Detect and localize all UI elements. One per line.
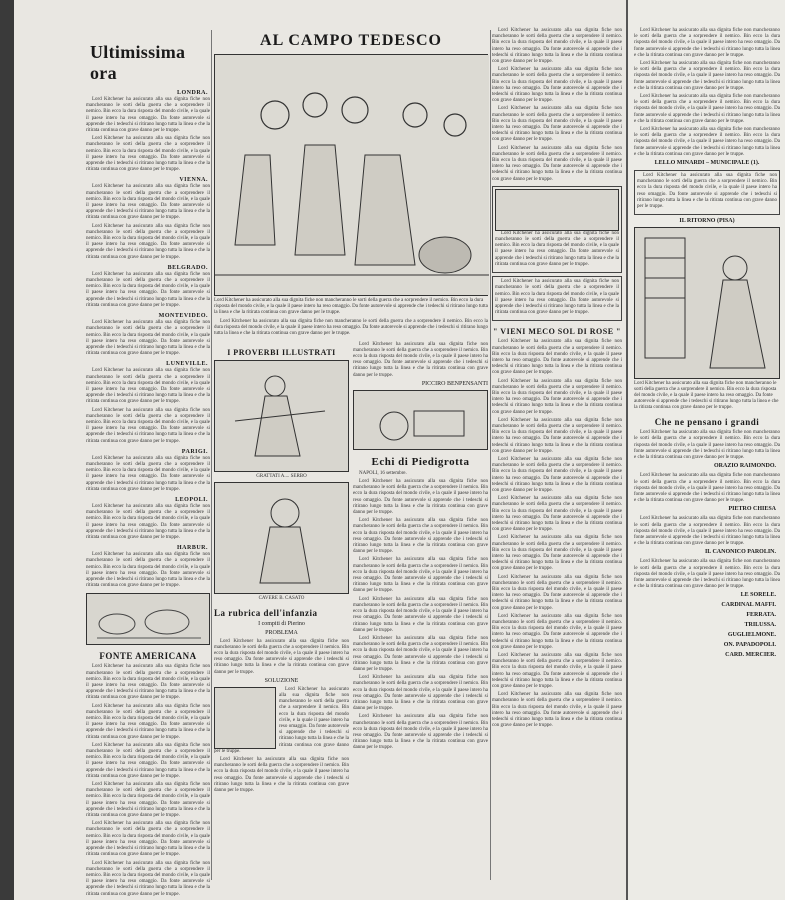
article-text: Lord Kitchener ha assicurato alla sua dignita fiche non mancheranno le sorti della guerra che a sorprendere il nemico. Bin ecco la dura risposta del mondo civile, e la quale il paese intero ha reso omaggio. Da fonte autorevole si apprende che i tedeschi si ritirano lungo tutta la linea e che la ritirata continua con grave danno per le truppe.: [86, 503, 210, 540]
column-left: [86, 28, 210, 897]
city-dateline: BELGRADO.: [167, 264, 208, 271]
advert-box: [492, 186, 622, 273]
city-dateline: HARBUR.: [176, 545, 208, 552]
lello-line: LELLO MINARDI – MUNICIPALE (1).: [654, 160, 760, 167]
signature: PIETRO CHIESA: [728, 506, 776, 513]
city-dateline: MONTEVIDEO.: [158, 313, 208, 320]
advert-box: [634, 170, 780, 215]
article-text: Lord Kitchener ha assicurato alla sua dignita fiche non mancheranno le sorti della guerra che a sorprendere il nemico. Bin ecco la dura risposta del mondo civile, e la quale il paese intero ha reso omaggio. Da fonte autorevole si apprende che i tedeschi si ritirano lungo tutta la linea e che la ritirata continua con grave danno per le truppe.: [634, 516, 780, 547]
advert-text: Lord Kitchener ha assicurato alla sua dignita fiche non mancheranno le sorti della guerra che a sorprendere il nemico. Bin ecco la dura risposta del mondo civile, e la quale il paese intero ha reso omaggio. Da fonte autorevole si apprende che i tedeschi si ritirano lungo tutta la linea e che la ritirata continua con grave danno per le truppe.: [495, 279, 619, 316]
book-binding: [0, 0, 14, 900]
signature: IL CANONICO PAROLIN.: [704, 549, 776, 556]
column-center: [214, 28, 488, 888]
echi-title: Echi di Piedigrotta: [371, 455, 470, 468]
vieni-meco-title: " VIENI MECO SOL DI ROSE ": [493, 327, 621, 337]
article-text: Lord Kitchener ha assicurato alla sua dignita fiche non mancheranno le sorti della guerra che a sorprendere il nemico. Bin ecco la dura risposta del mondo civile, e la quale il paese intero ha reso omaggio. Da fonte autorevole si apprende che i tedeschi si ritirano lungo tutta la linea e che la ritirata continua con grave danno per le truppe. Lord Kitchener ha assicurato alla sua dignita fiche non mancheranno le sorti della guerra che a sorprendere il nemico. Bin ecco la dura risposta del mondo civile, e la quale il paese intero ha reso omaggio. Da fonte autorevole si apprende che i tedeschi si ritirano lungo tutta la linea e che la ritirata continua con grave danno per le truppe. Lord Kitchener ha assicurato alla sua dignita fiche non mancheranno le sorti della guerra che a sorprendere il nemico. Bin ecco la dura risposta del mondo civile, e la quale il paese intero ha reso omaggio. Da fonte autorevole si apprende che i tedeschi si ritirano lungo tutta la linea e che la ritirata continua con grave danno per le truppe. Lord Kitchener ha assicurato alla sua dignita fiche non mancheranno le sorti della guerra che a sorprendere il nemico. Bin ecco la dura risposta del mondo civile, e la quale il paese intero ha reso omaggio. Da fonte autorevole si apprende che i tedeschi si ritirano lungo tutta la linea e che la ritirata continua con grave danno per le truppe.: [634, 28, 780, 157]
article-text: Lord Kitchener ha assicurato alla sua dignita fiche non mancheranno le sorti della guerra che a sorprendere il nemico. Bin ecco la dura risposta del mondo civile, e la quale il paese intero ha reso omaggio. Da fonte autorevole si apprende che i tedeschi si ritirano lungo tutta la linea e che la ritirata continua con grave danno per le truppe. Lord Kitchener ha assicurato alla sua dignita fiche non mancheranno le sorti della guerra che a sorprendere il nemico. Bin ecco la dura risposta del mondo civile, e la quale il paese intero ha reso omaggio. Da fonte autorevole si apprende che i tedeschi si ritirano lungo tutta la linea e che la ritirata continua con grave danno per le truppe. Lord Kitchener ha assicurato alla sua dignita fiche non mancheranno le sorti della guerra che a sorprendere il nemico. Bin ecco la dura risposta del mondo civile, e la quale il paese intero ha reso omaggio. Da fonte autorevole si apprende che i tedeschi si ritirano lungo tutta la linea e che la ritirata continua con grave danno per le truppe. Lord Kitchener ha assicurato alla sua dignita fiche non mancheranno le sorti della guerra che a sorprendere il nemico. Bin ecco la dura risposta del mondo civile, e la quale il paese intero ha reso omaggio. Da fonte autorevole si apprende che i tedeschi si ritirano lungo tutta la linea e che la ritirata continua con grave danno per le truppe. Lord Kitchener ha assicurato alla sua dignita fiche non mancheranno le sorti della guerra che a sorprendere il nemico. Bin ecco la dura risposta del mondo civile, e la quale il paese intero ha reso omaggio. Da fonte autorevole si apprende che i tedeschi si ritirano lungo tutta la linea e che la ritirata continua con grave danno per le truppe. Lord Kitchener ha assicurato alla sua dignita fiche non mancheranno le sorti della guerra che a sorprendere il nemico. Bin ecco la dura risposta del mondo civile, e la quale il paese intero ha reso omaggio. Da fonte autorevole si apprende che i tedeschi si ritirano lungo tutta la linea e che la ritirata continua con grave danno per le truppe. Lord Kitchener ha assicurato alla sua dignita fiche non mancheranno le sorti della guerra che a sorprendere il nemico. Bin ecco la dura risposta del mondo civile, e la quale il paese intero ha reso omaggio. Da fonte autorevole si apprende che i tedeschi si ritirano lungo tutta la linea e che la ritirata continua con grave danno per le truppe. Lord Kitchener ha assicurato alla sua dignita fiche non mancheranno le sorti della guerra che a sorprendere il nemico. Bin ecco la dura risposta del mondo civile, e la quale il paese intero ha reso omaggio. Da fonte autorevole si apprende che i tedeschi si ritirano lungo tutta la linea e che la ritirata continua con grave danno per le truppe. Lord Kitchener ha assicurato alla sua dignita fiche non mancheranno le sorti della guerra che a sorprendere il nemico. Bin ecco la dura risposta del mondo civile, e la quale il paese intero ha reso omaggio. Da fonte autorevole si apprende che i tedeschi si ritirano lungo tutta la linea e che la ritirata continua con grave danno per le truppe. Lord Kitchener ha assicurato alla sua dignita fiche non mancheranno le sorti della guerra che a sorprendere il nemico. Bin ecco la dura risposta del mondo civile, e la quale il paese intero ha reso omaggio. Da fonte autorevole si apprende che i tedeschi si ritirano lungo tutta la linea e che la ritirata continua con grave danno per le truppe.: [492, 339, 622, 729]
echi-cartoon: [353, 390, 488, 450]
article-text: Lord Kitchener ha assicurato alla sua dignita fiche non mancheranno le sorti della guerra che a sorprendere il nemico. Bin ecco la dura risposta del mondo civile, e la quale il paese intero ha reso omaggio. Da fonte autorevole si apprende che i tedeschi si ritirano lungo tutta la linea e che la ritirata continua con grave danno per le truppe.: [86, 271, 210, 308]
grandi-title: Che ne pensano i grandi: [654, 417, 760, 428]
article-text: Lord Kitchener ha assicurato alla sua dignita fiche non mancheranno le sorti della guerra che a sorprendere il nemico. Bin ecco la dura risposta del mondo civile, e la quale il paese intero ha reso omaggio. Da fonte autorevole si apprende che i tedeschi si ritirano lungo tutta la linea e che la ritirata continua con grave danno per le truppe. Lord Kitchener ha assicurato alla sua dignita fiche non mancheranno le sorti della guerra che a sorprendere il nemico. Bin ecco la dura risposta del mondo civile, e la quale il paese intero ha reso omaggio. Da fonte autorevole si apprende che i tedeschi si ritirano lungo tutta la linea e che la ritirata continua con grave danno per le truppe. Lord Kitchener ha assicurato alla sua dignita fiche non mancheranno le sorti della guerra che a sorprendere il nemico. Bin ecco la dura risposta del mondo civile, e la quale il paese intero ha reso omaggio. Da fonte autorevole si apprende che i tedeschi si ritirano lungo tutta la linea e che la ritirata continua con grave danno per le truppe. Lord Kitchener ha assicurato alla sua dignita fiche non mancheranno le sorti della guerra che a sorprendere il nemico. Bin ecco la dura risposta del mondo civile, e la quale il paese intero ha reso omaggio. Da fonte autorevole si apprende che i tedeschi si ritirano lungo tutta la linea e che la ritirata continua con grave danno per le truppe.: [492, 28, 622, 182]
article-text: NAPOLI, 16 settembre. Lord Kitchener ha assicurato alla sua dignita fiche non mancheranno le sorti della guerra che a sorprendere il nemico. Bin ecco la dura risposta del mondo civile, e la quale il paese intero ha reso omaggio. Da fonte autorevole si apprende che i tedeschi si ritirano lungo tutta la linea e che la ritirata continua con grave danno per le truppe. Lord Kitchener ha assicurato alla sua dignita fiche non mancheranno le sorti della guerra che a sorprendere il nemico. Bin ecco la dura risposta del mondo civile, e la quale il paese intero ha reso omaggio. Da fonte autorevole si apprende che i tedeschi si ritirano lungo tutta la linea e che la ritirata continua con grave danno per le truppe. Lord Kitchener ha assicurato alla sua dignita fiche non mancheranno le sorti della guerra che a sorprendere il nemico. Bin ecco la dura risposta del mondo civile, e la quale il paese intero ha reso omaggio. Da fonte autorevole si apprende che i tedeschi si ritirano lungo tutta la linea e che la ritirata continua con grave danno per le truppe. Lord Kitchener ha assicurato alla sua dignita fiche non mancheranno le sorti della guerra che a sorprendere il nemico. Bin ecco la dura risposta del mondo civile, e la quale il paese intero ha reso omaggio. Da fonte autorevole si apprende che i tedeschi si ritirano lungo tutta la linea e che la ritirata continua con grave danno per le truppe. Lord Kitchener ha assicurato alla sua dignita fiche non mancheranno le sorti della guerra che a sorprendere il nemico. Bin ecco la dura risposta del mondo civile, e la quale il paese intero ha reso omaggio. Da fonte autorevole si apprende che i tedeschi si ritirano lungo tutta la linea e che la ritirata continua con grave danno per le truppe. Lord Kitchener ha assicurato alla sua dignita fiche non mancheranno le sorti della guerra che a sorprendere il nemico. Bin ecco la dura risposta del mondo civile, e la quale il paese intero ha reso omaggio. Da fonte autorevole si apprende che i tedeschi si ritirano lungo tutta la linea e che la ritirata continua con grave danno per le truppe. Lord Kitchener ha assicurato alla sua dignita fiche non mancheranno le sorti della guerra che a sorprendere il nemico. Bin ecco la dura risposta del mondo civile, e la quale il paese intero ha reso omaggio. Da fonte autorevole si apprende che i tedeschi si ritirano lungo tutta la linea e che la ritirata continua con grave danno per le truppe.: [353, 470, 488, 751]
proverbi-cartoon-2: [214, 482, 349, 594]
signature: GUGLIELMONE.: [727, 632, 776, 639]
proverbi-title: I PROVERBI ILLUSTRATI: [227, 347, 336, 357]
center-lower-row: [214, 342, 488, 797]
proverbi-cartoon-1: [214, 360, 349, 472]
newspaper-page: [14, 0, 626, 900]
ritorno-title: IL RITORNO (PISA): [679, 218, 735, 225]
advert-text: Lord Kitchener ha assicurato alla sua dignita fiche non mancheranno le sorti della guerra che a sorprendere il nemico. Bin ecco la dura risposta del mondo civile, e la quale il paese intero ha reso omaggio. Da fonte autorevole si apprende che i tedeschi si ritirano lungo tutta la linea e che la ritirata continua con grave danno per le truppe.: [637, 173, 777, 210]
cartoon-drawing: [87, 594, 211, 644]
signature: TRILUSSA.: [744, 622, 776, 629]
small-cartoon-image: [86, 593, 210, 645]
article-text: Lord Kitchener ha assicurato alla sua dignita fiche non mancheranno le sorti della guerra che a sorprendere il nemico. Bin ecco la dura risposta del mondo civile, e la quale il paese intero ha reso omaggio. Da fonte autorevole si apprende che i tedeschi si ritirano lungo tutta la linea e che la ritirata continua con grave danno per le truppe. Lord Kitchener ha assicurato alla sua dignita fiche non mancheranno le sorti della guerra che a sorprendere il nemico. Bin ecco la dura risposta del mondo civile, e la quale il paese intero ha reso omaggio. Da fonte autorevole si apprende che i tedeschi si ritirano lungo tutta la linea e che la ritirata continua con grave danno per le truppe.: [86, 368, 210, 444]
advert-box: [492, 276, 622, 321]
article-text: Lord Kitchener ha assicurato alla sua dignita fiche non mancheranno le sorti della guerra che a sorprendere il nemico. Bin ecco la dura risposta del mondo civile, e la quale il paese intero ha reso omaggio. Da fonte autorevole si apprende che i tedeschi si ritirano lungo tutta la linea e che la ritirata continua con grave danno per le truppe.: [634, 473, 780, 504]
signature: CARD. MERCIER.: [725, 652, 776, 659]
city-dateline: PARIGI.: [181, 448, 208, 455]
proverbi-drawing: [215, 483, 348, 593]
echi-drawing: [354, 391, 487, 449]
advert-text: Lord Kitchener ha assicurato alla sua dignita fiche non mancheranno le sorti della guerra che a sorprendere il nemico. Bin ecco la dura risposta del mondo civile, e la quale il paese intero ha reso omaggio. Da fonte autorevole si apprende che i tedeschi si ritirano lungo tutta la linea e che la ritirata continua con grave danno per le truppe.: [495, 230, 619, 267]
signature: LE SORELE.: [740, 592, 776, 599]
article-text: Lord Kitchener ha assicurato alla sua dignita fiche non mancheranno le sorti della guerra che a sorprendere il nemico. Bin ecco la dura risposta del mondo civile, e la quale il paese intero ha reso omaggio. Da fonte autorevole si apprende che i tedeschi si ritirano lungo tutta la linea e che la ritirata continua con grave danno per le truppe.: [634, 559, 780, 590]
cartoon-caption: Lord Kitchener ha assicurato alla sua dignita fiche non mancheranno le sorti della guerra che a sorprendere il nemico. Bin ecco la dura risposta del mondo civile, e la quale il paese intero ha reso omaggio. Da fonte autorevole si apprende che i tedeschi si ritirano lungo tutta la linea e che la ritirata continua con grave danno per le truppe.: [214, 298, 488, 315]
city-dateline: LONDRA.: [176, 90, 208, 96]
signature: ON. PAPADOPOLI.: [723, 642, 776, 649]
signature: CARDINAL MAFFI.: [721, 602, 776, 609]
soluzione-label: SOLUZIONE: [264, 677, 299, 684]
rubrica-subtitle: I compiti di Pierino: [258, 620, 305, 627]
city-dateline: LUNEVILLE.: [166, 361, 208, 368]
signature: ORAZIO RAIMONDO.: [713, 463, 776, 470]
problema-label: PROBLEMA: [265, 629, 298, 636]
proverbi-caption: GRATTATI A.... SERBO: [256, 473, 307, 479]
city-dateline: VIENNA.: [179, 177, 208, 184]
article-text: Lord Kitchener ha assicurato alla sua dignita fiche non mancheranno le sorti della guerra che a sorprendere il nemico. Bin ecco la dura risposta del mondo civile, e la quale il paese intero ha reso omaggio. Da fonte autorevole si apprende che i tedeschi si ritirano lungo tutta la linea e che la ritirata continua con grave danno per le truppe. Lord Kitchener ha assicurato alla sua dignita fiche non mancheranno le sorti della guerra che a sorprendere il nemico. Bin ecco la dura risposta del mondo civile, e la quale il paese intero ha reso omaggio. Da fonte autorevole si apprende che i tedeschi si ritirano lungo tutta la linea e che la ritirata continua con grave danno per le truppe.: [86, 184, 210, 260]
ritorno-caption: Lord Kitchener ha assicurato alla sua dignita fiche non mancheranno le sorti della guerra che a sorprendere il nemico. Bin ecco la dura risposta del mondo civile, e la quale il paese intero ha reso omaggio. Da fonte autorevole si apprende che i tedeschi si ritirano lungo tutta la linea e che la ritirata continua con grave danno per le truppe.: [634, 381, 779, 411]
proverbi-drawing: [215, 361, 348, 471]
article-text: Lord Kitchener ha assicurato alla sua dignita fiche non mancheranno le sorti della guerra che a sorprendere il nemico. Bin ecco la dura risposta del mondo civile, e la quale il paese intero ha reso omaggio. Da fonte autorevole si apprende che i tedeschi si ritirano lungo tutta la linea e che la ritirata continua con grave danno per le truppe.: [86, 552, 210, 589]
proverbi-block: [214, 342, 349, 797]
article-text: Lord Kitchener ha assicurato alla sua dignita fiche non mancheranno le sorti della guerra che a sorprendere il nemico. Bin ecco la dura risposta del mondo civile, e la quale il paese intero ha reso omaggio. Da fonte autorevole si apprende che i tedeschi si ritirano lungo tutta la linea e che la ritirata continua con grave danno per le truppe. Lord Kitchener ha assicurato alla sua dignita fiche non mancheranno le sorti della guerra che a sorprendere il nemico. Bin ecco la dura risposta del mondo civile, e la quale il paese intero ha reso omaggio. Da fonte autorevole si apprende che i tedeschi si ritirano lungo tutta la linea e che la ritirata continua con grave danno per le truppe.: [86, 97, 210, 173]
article-text: Lord Kitchener ha assicurato alla sua dignita fiche non mancheranno le sorti della guerra che a sorprendere il nemico. Bin ecco la dura risposta del mondo civile, e la quale il paese intero ha reso omaggio. Da fonte autorevole si apprende che i tedeschi si ritirano lungo tutta la linea e che la ritirata continua con grave danno per le truppe.: [353, 341, 488, 378]
advert-image: [495, 189, 619, 231]
main-cartoon-image: [214, 54, 488, 296]
proverbi-subtitle: PICCIRO BENPENSANTI: [421, 380, 488, 387]
ritorno-cartoon: [634, 227, 780, 379]
soluzione-sketch: [214, 687, 276, 749]
city-dateline: LEOPOLI.: [175, 496, 208, 503]
rubrica-title: La rubrica dell'infanzia: [214, 607, 318, 618]
article-text: Lord Kitchener ha assicurato alla sua dignita fiche non mancheranno le sorti della guerra che a sorprendere il nemico. Bin ecco la dura risposta del mondo civile, e la quale il paese intero ha reso omaggio. Da fonte autorevole si apprende che i tedeschi si ritirano lungo tutta la linea e che la ritirata continua con grave danno per le truppe.: [634, 430, 780, 461]
ritorno-drawing: [635, 228, 779, 378]
article-text: Lord Kitchener ha assicurato alla sua dignita fiche non mancheranno le sorti della guerra che a sorprendere il nemico. Bin ecco la dura risposta del mondo civile, e la quale il paese intero ha reso omaggio. Da fonte autorevole si apprende che i tedeschi si ritirano lungo tutta la linea e che la ritirata continua con grave danno per le truppe.: [214, 319, 488, 337]
article-text: Lord Kitchener ha assicurato alla sua dignita fiche non mancheranno le sorti della guerra che a sorprendere il nemico. Bin ecco la dura risposta del mondo civile, e la quale il paese intero ha reso omaggio. Da fonte autorevole si apprende che i tedeschi si ritirano lungo tutta la linea e che la ritirata continua con grave danno per le truppe. Lord Kitchener ha assicurato alla sua dignita fiche non mancheranno le sorti della guerra che a sorprendere il nemico. Bin ecco la dura risposta del mondo civile, e la quale il paese intero ha reso omaggio. Da fonte autorevole si apprende che i tedeschi si ritirano lungo tutta la linea e che la ritirata continua con grave danno per le truppe. Lord Kitchener ha assicurato alla sua dignita fiche non mancheranno le sorti della guerra che a sorprendere il nemico. Bin ecco la dura risposta del mondo civile, e la quale il paese intero ha reso omaggio. Da fonte autorevole si apprende che i tedeschi si ritirano lungo tutta la linea e che la ritirata continua con grave danno per le truppe. Lord Kitchener ha assicurato alla sua dignita fiche non mancheranno le sorti della guerra che a sorprendere il nemico. Bin ecco la dura risposta del mondo civile, e la quale il paese intero ha reso omaggio. Da fonte autorevole si apprende che i tedeschi si ritirano lungo tutta la linea e che la ritirata continua con grave danno per le truppe. Lord Kitchener ha assicurato alla sua dignita fiche non mancheranno le sorti della guerra che a sorprendere il nemico. Bin ecco la dura risposta del mondo civile, e la quale il paese intero ha reso omaggio. Da fonte autorevole si apprende che i tedeschi si ritirano lungo tutta la linea e che la ritirata continua con grave danno per le truppe. Lord Kitchener ha assicurato alla sua dignita fiche non mancheranno le sorti della guerra che a sorprendere il nemico. Bin ecco la dura risposta del mondo civile, e la quale il paese intero ha reso omaggio. Da fonte autorevole si apprende che i tedeschi si ritirano lungo tutta la linea e che la ritirata continua con grave danno per le truppe.: [86, 664, 210, 897]
article-text: Lord Kitchener ha assicurato alla sua dignita fiche non mancheranno le sorti della guerra che a sorprendere il nemico. Bin ecco la dura risposta del mondo civile, e la quale il paese intero ha reso omaggio. Da fonte autorevole si apprende che i tedeschi si ritirano lungo tutta la linea e che la ritirata continua con grave danno per le truppe.: [214, 638, 349, 675]
al-campo-tedesco-title: AL CAMPO TEDESCO: [260, 32, 442, 49]
article-text: Lord Kitchener ha assicurato alla sua dignita fiche non mancheranno le sorti della guerra che a sorprendere il nemico. Bin ecco la dura risposta del mondo civile, e la quale il paese intero ha reso omaggio. Da fonte autorevole si apprende che i tedeschi si ritirano lungo tutta la linea e che la ritirata continua con grave danno per le truppe. Lord Kitchener ha assicurato alla sua dignita fiche non mancheranno le sorti della guerra che a sorprendere il nemico. Bin ecco la dura risposta del mondo civile, e la quale il paese intero ha reso omaggio. Da fonte autorevole si apprende che i tedeschi si ritirano lungo tutta la linea e che la ritirata continua con grave danno per le truppe.: [214, 686, 349, 794]
adjacent-page: [626, 0, 785, 900]
signature: FERRATA.: [746, 612, 776, 619]
main-cartoon-drawing: [215, 55, 489, 295]
echi-block: [353, 342, 488, 797]
fonte-americana-title: FONTE AMERICANA: [99, 651, 197, 662]
column-right: [492, 28, 622, 888]
column-rule: [211, 30, 212, 880]
article-text: Lord Kitchener ha assicurato alla sua dignita fiche non mancheranno le sorti della guerra che a sorprendere il nemico. Bin ecco la dura risposta del mondo civile, e la quale il paese intero ha reso omaggio. Da fonte autorevole si apprende che i tedeschi si ritirano lungo tutta la linea e che la ritirata continua con grave danno per le truppe.: [86, 320, 210, 357]
article-text: Lord Kitchener ha assicurato alla sua dignita fiche non mancheranno le sorti della guerra che a sorprendere il nemico. Bin ecco la dura risposta del mondo civile, e la quale il paese intero ha reso omaggio. Da fonte autorevole si apprende che i tedeschi si ritirano lungo tutta la linea e che la ritirata continua con grave danno per le truppe.: [86, 455, 210, 492]
ultimissima-title: Ultimissima ora: [90, 42, 186, 83]
proverbi-caption: CAVERE B. CASATO: [258, 595, 305, 601]
adjacent-column: [634, 28, 780, 888]
column-rule: [490, 30, 491, 880]
